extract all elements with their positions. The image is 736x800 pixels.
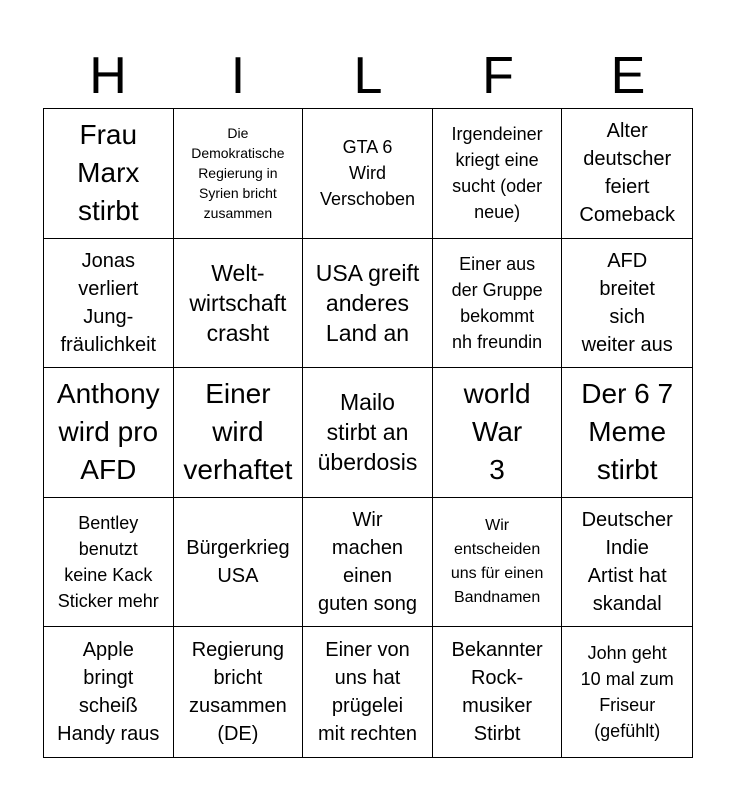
bingo-cell[interactable]: Der 6 7 Meme stirbt: [562, 368, 692, 498]
bingo-cell[interactable]: Alter deutscher feiert Comeback: [562, 109, 692, 239]
header-letter-f: F: [482, 47, 514, 105]
bingo-cell[interactable]: Wir machen einen guten song: [303, 498, 433, 628]
bingo-cell[interactable]: Welt- wirtschaft crasht: [174, 239, 304, 369]
bingo-cell[interactable]: Apple bringt scheiß Handy raus: [44, 627, 174, 757]
bingo-cell[interactable]: Einer wird verhaftet: [174, 368, 304, 498]
bingo-cell[interactable]: Bekannter Rock- musiker Stirbt: [433, 627, 563, 757]
bingo-cell[interactable]: AFD breitet sich weiter aus: [562, 239, 692, 369]
bingo-cell[interactable]: John geht 10 mal zum Friseur (gefühlt): [580, 643, 674, 742]
bingo-cell[interactable]: Irgendeiner kriegt eine sucht (oder neue): [433, 109, 563, 239]
header-letter-h: H: [89, 47, 127, 105]
bingo-cell[interactable]: Bürgerkrieg USA: [174, 498, 304, 628]
bingo-cell[interactable]: Wir entscheiden uns für einen Bandnamen: [433, 498, 563, 628]
header-letter-l: L: [353, 47, 383, 105]
header-letter-e: E: [610, 47, 646, 105]
bingo-cell[interactable]: Mailo stirbt an überdosis: [303, 368, 433, 498]
bingo-cell[interactable]: Die Demokratische Regierung in Syrien bricht zusammen: [174, 109, 304, 239]
bingo-cell[interactable]: USA greift anderes Land an: [303, 239, 433, 369]
bingo-cell[interactable]: Deutscher Indie Artist hat skandal: [562, 498, 692, 628]
bingo-cell[interactable]: Bentley benutzt keine Kack Sticker mehr: [44, 498, 174, 628]
bingo-header: [43, 44, 693, 108]
bingo-cell[interactable]: Jonas verliert Jung- fräulichkeit: [44, 239, 174, 369]
bingo-cell[interactable]: Anthony wird pro AFD: [44, 368, 174, 498]
header-letter-i: I: [230, 47, 246, 105]
bingo-cell[interactable]: Regierung bricht zusammen (DE): [174, 627, 304, 757]
bingo-grid: [43, 108, 693, 758]
bingo-cell[interactable]: world War 3: [433, 368, 563, 498]
bingo-cell[interactable]: Einer von uns hat prügelei mit rechten: [303, 627, 433, 757]
bingo-cell[interactable]: Einer aus der Gruppe bekommt nh freundin: [433, 239, 563, 369]
bingo-cell[interactable]: GTA 6 Wird Verschoben: [303, 109, 433, 239]
bingo-cell[interactable]: Frau Marx stirbt: [44, 109, 174, 239]
